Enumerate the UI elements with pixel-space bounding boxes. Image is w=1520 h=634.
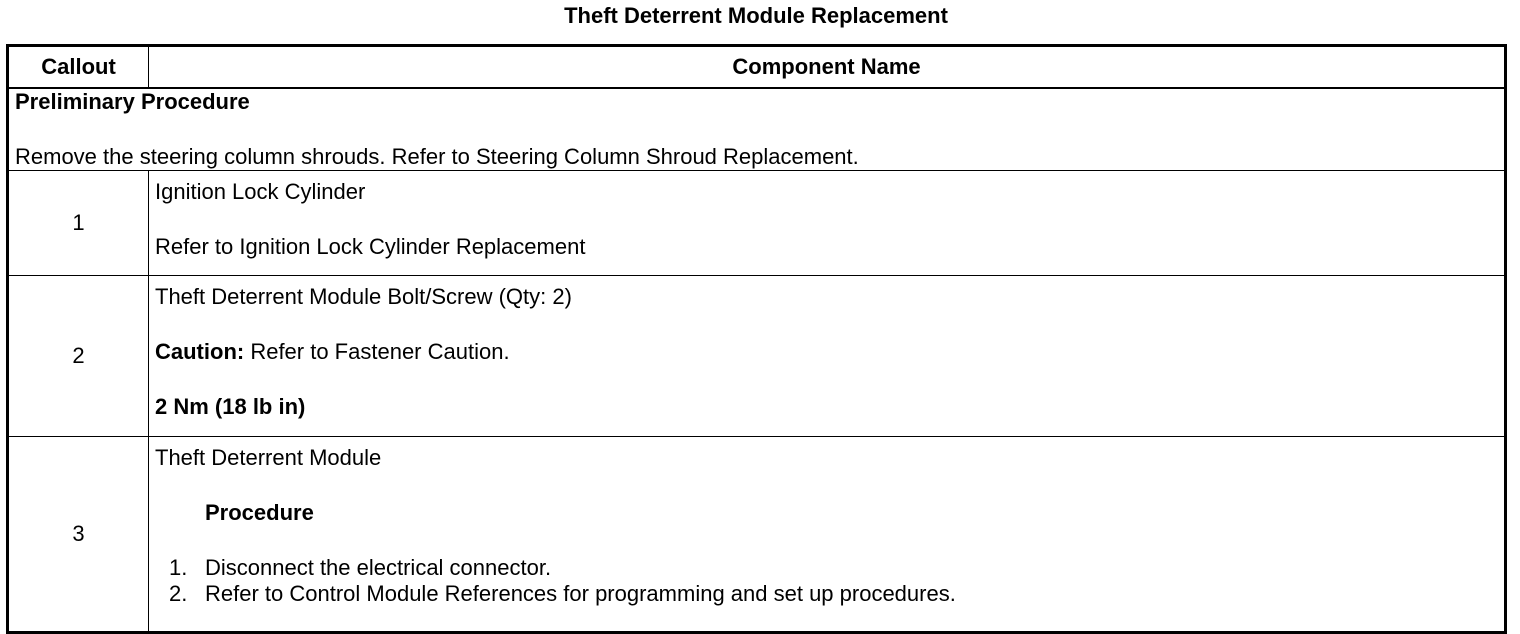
preliminary-procedure-cell: [8, 88, 1506, 171]
caution-text: Refer to Fastener Caution.: [244, 339, 510, 364]
procedure-heading: Procedure: [205, 500, 314, 525]
page-title: Theft Deterrent Module Replacement: [564, 3, 948, 28]
procedure-table: [6, 44, 1507, 634]
step-text: Refer to Control Module References for programming and set up procedures.: [205, 581, 956, 606]
component-name: Theft Deterrent Module Bolt/Screw (Qty: 2): [155, 284, 572, 309]
caution-note: [155, 339, 1498, 365]
column-header-callout: Callout: [8, 46, 149, 89]
list-item: [155, 555, 1498, 581]
preliminary-procedure-row: [8, 88, 1506, 171]
component-cell: [149, 276, 1506, 437]
callout-number: 2: [8, 276, 149, 437]
table-row: [8, 437, 1506, 633]
preliminary-procedure-heading: Preliminary Procedure: [15, 89, 250, 114]
component-note: Refer to Ignition Lock Cylinder Replacement: [155, 234, 586, 259]
torque-spec: 2 Nm (18 lb in): [155, 394, 306, 419]
step-number: 2.: [169, 581, 188, 606]
table-row: [8, 171, 1506, 276]
caution-label: Caution:: [155, 339, 245, 364]
preliminary-procedure-text: Remove the steering column shrouds. Refer to Steering Column Shroud Replacement.: [15, 144, 859, 169]
callout-number: 3: [8, 437, 149, 633]
component-name: Theft Deterrent Module: [155, 445, 382, 470]
component-name: Ignition Lock Cylinder: [155, 179, 366, 204]
column-header-component-name: Component Name: [149, 46, 1506, 89]
callout-number: 1: [8, 171, 149, 276]
component-cell: [149, 171, 1506, 276]
procedure-steps: [155, 555, 1498, 607]
component-cell: [149, 437, 1506, 633]
list-item: [155, 581, 1498, 607]
step-number: 1.: [169, 555, 188, 580]
table-header-row: [8, 46, 1506, 89]
step-text: Disconnect the electrical connector.: [205, 555, 552, 580]
table-row: [8, 276, 1506, 437]
